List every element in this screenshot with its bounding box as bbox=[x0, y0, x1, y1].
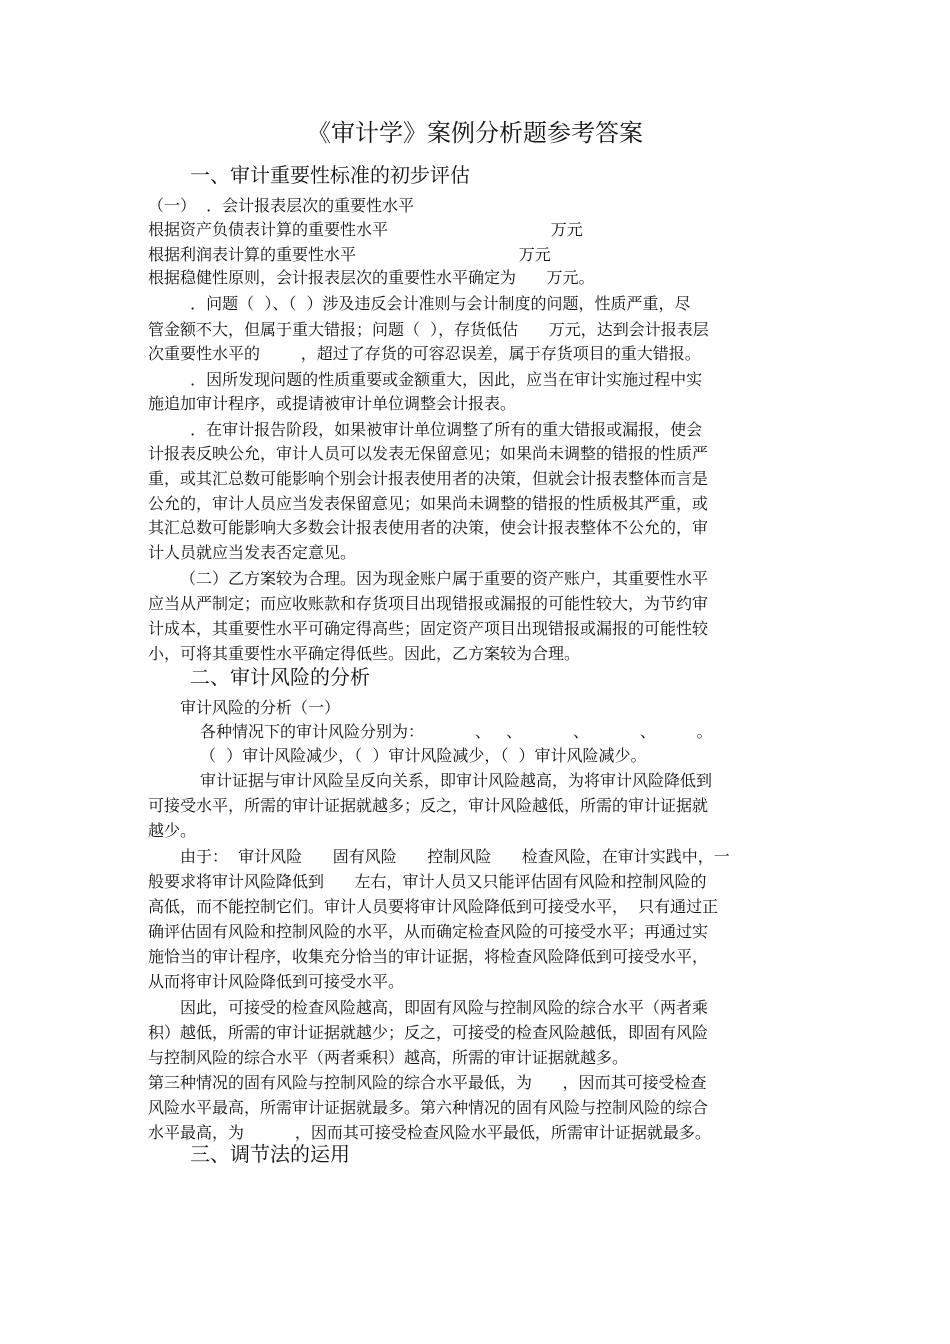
paragraph-line: 其汇总数可能影响大多数会计报表使用者的决策，使会计报表整体不公允的，审 bbox=[148, 518, 709, 537]
paragraph-line: 各种情况下的审计风险分别为： 、 、 、 、 。 bbox=[200, 722, 713, 741]
paragraph-line: ．问题（ ）、（ ）涉及违反会计准则与会计制度的问题，性质严重，尽 bbox=[180, 294, 691, 313]
paragraph-line: 由于： 审计风险 固有风险 控制风险 检查风险，在审计实践中，一 bbox=[180, 847, 730, 866]
paragraph-line: 从而将审计风险降低到可接受水平。 bbox=[148, 972, 405, 991]
paragraph-line: 审计证据与审计风险呈反向关系，即审计风险越高，为将审计风险降低到 bbox=[200, 771, 713, 790]
paragraph-line: 确评估固有风险和控制风险的水平，从而确定检查风险的可接受水平；再通过实 bbox=[148, 922, 709, 941]
paragraph-line: 第三种情况的固有风险与控制风险的综合水平最低，为 ，因而其可接受检查 bbox=[148, 1073, 707, 1092]
paragraph-line: 计成本，其重要性水平可确定得高些；固定资产项目出现错报或漏报的可能性较 bbox=[148, 619, 709, 638]
section-heading-3: 三、调节法的运用 bbox=[190, 1142, 350, 1166]
document-title: 《审计学》案例分析题参考答案 bbox=[307, 119, 643, 147]
paragraph-line: 施恰当的审计程序，收集充分恰当的审计证据，将检查风险降低到可接受水平， bbox=[148, 947, 709, 966]
paragraph-line: 根据稳健性原则，会计报表层次的重要性水平确定为 万元。 bbox=[148, 268, 595, 287]
paragraph-line: 般要求将审计风险降低到 左右，审计人员又只能评估固有风险和控制风险的 bbox=[148, 872, 707, 891]
paragraph-line: 风险水平最高，所需审计证据就最多。第六种情况的固有风险与控制风险的综合 bbox=[148, 1098, 709, 1117]
paragraph-line: 高低，而不能控制它们。审计人员要将审计风险降低到可接受水平， 只有通过正 bbox=[148, 897, 719, 916]
paragraph-line: 根据资产负债表计算的重要性水平 万元 bbox=[148, 220, 583, 239]
paragraph-line: 公允的，审计人员应当发表保留意见；如果尚未调整的错报的性质极其严重，或 bbox=[148, 494, 709, 513]
paragraph-line: 次重要性水平的 ，超过了存货的可容忍误差，属于存货项目的重大错报。 bbox=[148, 344, 701, 363]
paragraph-line: 可接受水平，所需的审计证据就越多；反之，审计风险越低，所需的审计证据就 bbox=[148, 796, 709, 815]
paragraph-line: （ ）审计风险减少，（ ）审计风险减少，（ ）审计风险减少。 bbox=[200, 746, 647, 765]
paragraph-line: 积）越低，所需的审计证据就越少；反之，可接受的检查风险越低，即固有风险 bbox=[148, 1023, 709, 1042]
paragraph-line: 水平最高，为 ，因而其可接受检查风险水平最低，所需审计证据就最多。 bbox=[148, 1123, 711, 1142]
paragraph-line: 计报表反映公允，审计人员可以发表无保留意见；如果尚未调整的错报的性质严 bbox=[148, 444, 709, 463]
paragraph-line: 审计风险的分析（一） bbox=[180, 698, 341, 717]
paragraph-line: 越少。 bbox=[148, 821, 197, 840]
section-heading-2: 二、审计风险的分析 bbox=[190, 665, 370, 689]
paragraph-line: 计人员就应当发表否定意见。 bbox=[148, 543, 357, 562]
paragraph-line: 小，可将其重要性水平确定得低些。因此，乙方案较为合理。 bbox=[148, 644, 581, 663]
section-heading-1: 一、审计重要性标准的初步评估 bbox=[190, 163, 470, 187]
paragraph-line: 管金额不大，但属于重大错报；问题（ ），存货低估 万元，达到会计报表层 bbox=[148, 320, 709, 339]
paragraph-line: （二）乙方案较为合理。因为现金账户属于重要的资产账户，其重要性水平 bbox=[180, 569, 709, 588]
paragraph-line: 根据利润表计算的重要性水平 万元 bbox=[148, 245, 551, 264]
paragraph-line: ．在审计报告阶段，如果被审计单位调整了所有的重大错报或漏报，使会 bbox=[180, 420, 703, 439]
paragraph-line: ．因所发现问题的性质重要或金额重大，因此，应当在审计实施过程中实 bbox=[180, 370, 703, 389]
paragraph-line: 重，或其汇总数可能影响个别会计报表使用者的决策，但就会计报表整体而言是 bbox=[148, 469, 709, 488]
paragraph-line: 施追加审计程序，或提请被审计单位调整会计报表。 bbox=[148, 394, 517, 413]
paragraph-line: （一） ．会计报表层次的重要性水平 bbox=[148, 196, 415, 215]
paragraph-line: 因此，可接受的检查风险越高，即固有风险与控制风险的综合水平（两者乘 bbox=[180, 998, 709, 1017]
paragraph-line: 与控制风险的综合水平（两者乘积）越高，所需的审计证据就越多。 bbox=[148, 1048, 629, 1067]
paragraph-line: 应当从严制定；而应收账款和存货项目出现错报或漏报的可能性较大，为节约审 bbox=[148, 594, 709, 613]
